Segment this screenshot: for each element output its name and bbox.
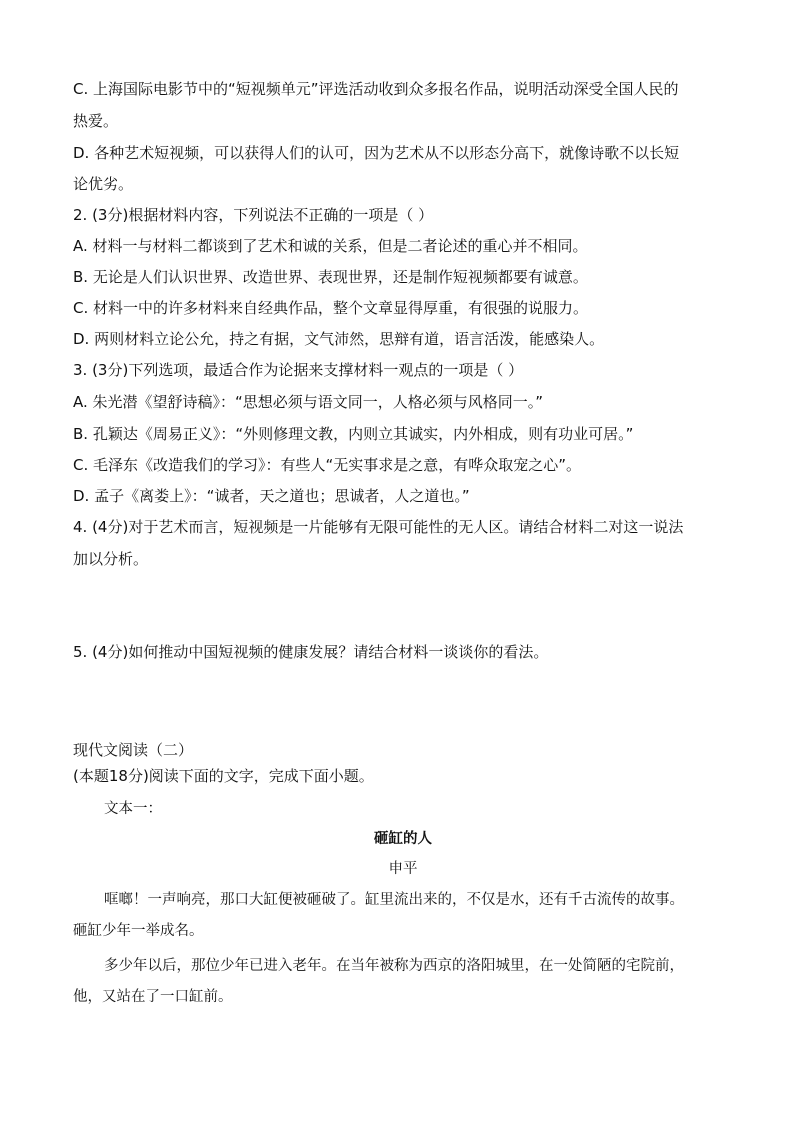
story-p2-line2: 他，又站在了一口缸前。 xyxy=(73,989,233,1005)
q3-option-c: C. 毛泽东《改造我们的学习》：有些人“无实事求是之意，有哗众取宠之心”。 xyxy=(73,456,582,474)
story-title: 砸缸的人 xyxy=(374,830,432,847)
q2-option-b: B. 无论是人们认识世界、改造世界、表现世界，还是制作短视频都要有诚意。 xyxy=(73,268,588,286)
story-p1-line1: 哐啷！一声响亮，那口大缸便被砸破了。缸里流出来的，不仅是水，还有千古流传的故事。 xyxy=(104,892,684,908)
section2-instruction: (本题18分)阅读下面的文字，完成下面小题。 xyxy=(73,767,374,785)
section2-heading: 现代文阅读（二） xyxy=(73,741,194,759)
q4-line1: 4. (4分)对于艺术而言，短视频是一片能够有无限可能性的无人区。请结合材料二对这一说法 xyxy=(73,518,684,536)
text-label: 文本一： xyxy=(104,801,162,817)
q3-option-b: B. 孔颖达《周易正义》：“外则修理文教，内则立其诚实，内外相成，则有功业可居。” xyxy=(73,425,634,443)
q1-option-c-line1: C. 上海国际电影节中的“短视频单元”评选活动收到众多报名作品，说明活动深受全国人民的 xyxy=(73,80,679,98)
story-p1-line2: 砸缸少年一举成名。 xyxy=(73,923,204,939)
q2-option-d: D. 两则材料立论公允，持之有据，文气沛然，思辩有道，语言活泼，能感染人。 xyxy=(73,330,605,348)
story-p2-line1: 多少年以后，那位少年已进入老年。在当年被称为西京的洛阳城里，在一处简陋的宅院前， xyxy=(104,958,684,974)
q2-option-a: A. 材料一与材料二都谈到了艺术和诚的关系，但是二者论述的重心并不相同。 xyxy=(73,237,588,255)
q5-line1: 5. (4分)如何推动中国短视频的健康发展？请结合材料一谈谈你的看法。 xyxy=(73,643,549,661)
q2-option-c: C. 材料一中的许多材料来自经典作品，整个文章显得厚重，有很强的说服力。 xyxy=(73,299,589,317)
q1-option-d-line1: D. 各种艺术短视频，可以获得人们的认可，因为艺术从不以形态分高下，就像诗歌不以长短 xyxy=(73,144,680,162)
q2-stem: 2. (3分)根据材料内容，下列说法不正确的一项是（ ） xyxy=(73,206,434,224)
q4-line2: 加以分析。 xyxy=(73,550,149,568)
q1-option-d-line2: 论优劣。 xyxy=(73,175,134,193)
q3-stem: 3. (3分)下列选项，最适合作为论据来支撑材料一观点的一项是（ ） xyxy=(73,361,524,379)
q1-option-c-line2: 热爱。 xyxy=(73,112,119,130)
story-author: 申平 xyxy=(388,861,418,877)
q3-option-a: A. 朱光潜《望舒诗稿》：“思想必须与语文同一，人格必须与风格同一。” xyxy=(73,393,544,411)
q3-option-d: D. 孟子《离娄上》：“诚者，天之道也；思诚者，人之道也。” xyxy=(73,487,470,505)
